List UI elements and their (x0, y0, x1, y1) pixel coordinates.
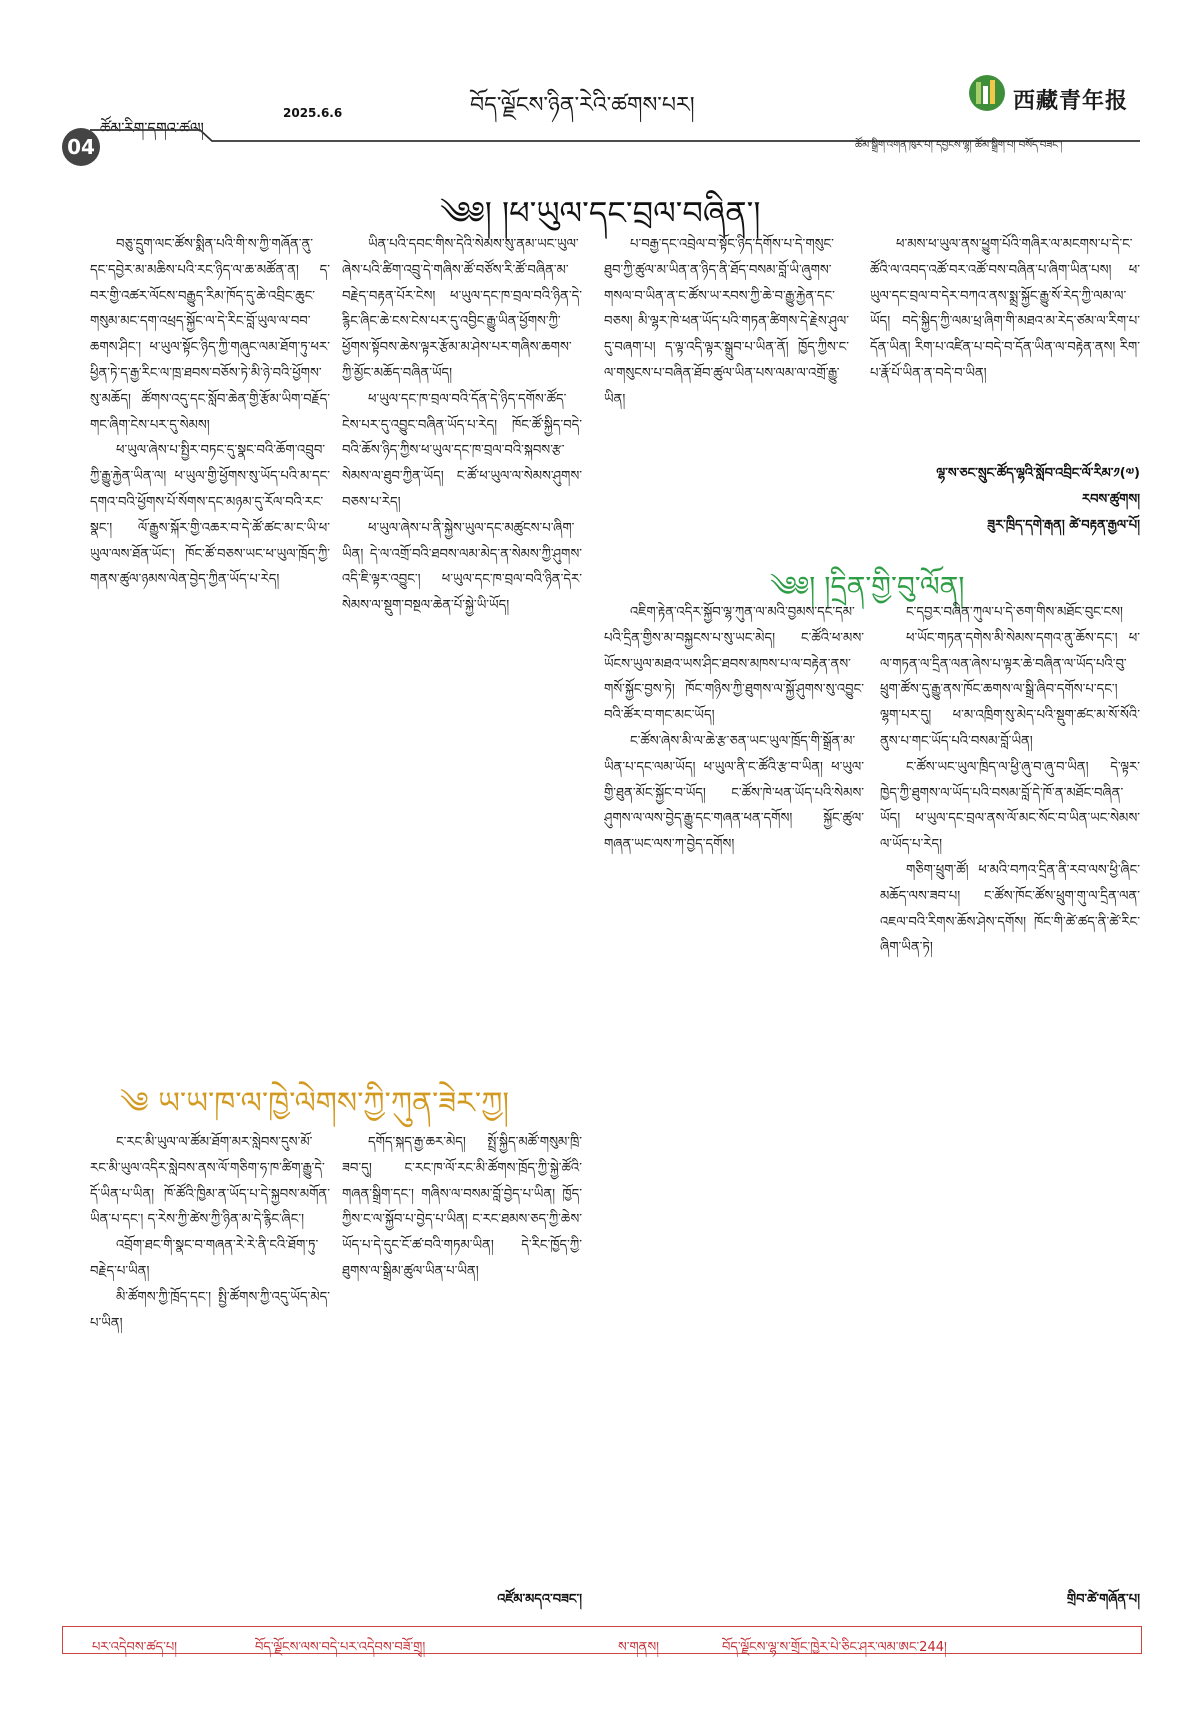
side-piece-column-1 (90, 1130, 330, 1610)
paragraph: ང་ཚོས་ཡང་ཡུལ་ཁྲིད་ལ་ཕྱི་ཞུ་བ་ཞུ་བ་ཡིན། དེ་ལྟར་ཁྱེད་ཀྱི་ཐུགས་ལ་ཡོད་པའི་བསམ་བློ་དེ་ཁོ་ན་མཐོང་བཞིན་ཡོད། ཕ་ཡུལ་དང་བྲལ་ནས་ལོ་མང་སོང་བ་ཡིན་ཡང་སེམས་ལ་ཡོད་པ་རེད། (880, 759, 1140, 853)
paragraph: ང་དབྱར་བཞིན་ཀུལ་པ་དེ་ཅག་གིས་མཐོང་བུང་ངས། (906, 605, 1123, 620)
newspaper-logo-icon (968, 74, 1006, 112)
paragraph: འཇིག་རྟེན་འདིར་སྐྱོབ་ལྷ་ཀུན་ལ་མའི་བྱམས་དང་དམ་པའི་དྲིན་གྱིས་མ་བསྐྱངས་པ་སུ་ཡང་མེད། ང་ཚོའི་ཕ་མས་ཡོངས་ཡུལ་མཐའ་ཡས་ཤིང་ཐབས་མཁས་པ་ལ་བརྟེན་ནས་གསོ་སྐྱོང་བྱས་ཏེ། ཁོང་གཉིས་ཀྱི་ཐུགས་ལ་སྐྱོ་ཤུགས་སུ་འབྱུང་བའི་ཚོར་བ་གང་མང་ཡོད། (604, 605, 864, 724)
main-article-class: རབས་ཚུགས། (1081, 492, 1140, 507)
paragraph: གཅིག་ཕྲུག་ཚོ། ཕ་མའི་བཀའ་དྲིན་ནི་རབ་ལས་ཕྱི་ཞིང་མཆོད་ལས་ཟབ་པ། ང་ཚོས་ཁོང་ཚོས་ཕྲུག་གུ་ལ་དྲིན་ལན་འཇལ་བའི་རིགས་ཆོས་ཤེས་དགོས། ཁོང་གི་ཚེ་ཚད་ནི་ཚེ་རིང་ཞིག་ཡིན་ཏེ། (880, 862, 1140, 956)
footer-address-label: ས་གནས། (618, 1640, 659, 1655)
paragraph: ཡིན་པའི་དབང་གིས་དེའི་སེམས་སུ་ནམ་ཡང་ཡུལ་ཞེས་པའི་ཚིག་འབྲུ་དེ་གཞིས་ཚོ་བཙོས་རི་ཚོ་བཞིན་མ་བརྗེད་བརྟན་པོར་ངེས། ཕ་ཡུལ་དང་ཁ་བྲལ་བའི་ཉིན་དེ་རྙིང་ཞིང་ཆེ་ངས་ངེས་པར་དུ་འབྱིང་རྒྱུ་ཡིན་ཕྱོགས་ཀྱི་ཕྱོགས་སྟོབས་ཆེས་ལྟར་རྩོམ་མ་ཤེས་པར་གཞིས་ཆགས་ཀྱི་མྱོང་མཆོད་བཞིན་ཡོད། (342, 237, 582, 381)
paragraph: ང་ཚོས་ཞེས་མི་ལ་ཆེ་རྩ་ཅན་ཡང་ཡུལ་ཁྲོད་གི་སྒྲོན་མ་ཡིན་པ་དང་ལམ་ཡོད། ཕ་ཡུལ་ནི་ང་ཚོའི་རྩ་བ་ཡིན། ཕ་ཡུལ་གྱི་ཐུན་མོང་སྐྱོང་བ་ཡོད། ང་ཚོས་ཁེ་ཕན་ཡོད་པའི་སེམས་ཤུགས་ལ་ལས་བྱེད་རྒྱུ་དང་གཞན་ཕན་དགོས། སྐྱོང་ཚུལ་གཞན་ཡང་ལས་ཀ་བྱེད་དགོས། (604, 733, 864, 853)
story-title: ༄༅། །དྲིན་གྱི་བུ་ལོན། (770, 570, 965, 603)
issue-date: 2025.6.6 (283, 106, 343, 120)
story-column-1 (604, 600, 864, 1600)
footer-printer-value: བོད་ལྗོངས་ལས་བདེ་པར་འདེབས་བཟོ་གྲྭ། (255, 1640, 426, 1655)
side-piece-title: ༄ ཡ་ཡ་ཁ་ལ་ཁྱེ་ལེགས་ཀྱི་ཀུན་ཟེར་ཀྱ། (120, 1086, 510, 1121)
masthead-title: བོད་ལྗོངས་ཉིན་རེའི་ཚགས་པར། (470, 93, 695, 118)
main-article-column-3 (604, 232, 849, 532)
brand-name: 西藏青年报 (1013, 89, 1129, 114)
paragraph: བཅུ་དྲུག་ལང་ཚོས་སྨིན་པའི་གི་ས་ཀྱི་གཞོན་ནུ་དང་དབྱེར་མ་མཆིས་པའི་རང་ཉིད་ལ་ཆ་མཚོན་ན། ད་བར་གྱི་འཚར་ལོངས་བརྒྱུད་རིམ་ཁོད་དུ་ཆེ་འབྲིང་ཆུང་གསུམ་མང་དག་འཕྲད་སྐྱོང་ལ་དེ་རིང་བློ་ཡུལ་ལ་བབ་ཆགས་ཤིང་། ཕ་ཡུལ་སྟོང་ཉིད་ཀྱི་གཞུང་ལམ་ཐོག་ཏུ་ཕར་ཕྱིན་ཏེ་ད་རྒྱ་རིང་ལ་ཁྲ་ཐབས་བཅོས་ཏེ་མི་ཉེ་བའི་ཕྱོགས་སུ་མཆོད། ཚོགས་འདུ་དང་སློབ་ཆེན་གྱི་རྩོམ་ཡིག་བརྗོད་གང་ཞིག་ངེས་པར་དུ་སེམས། (90, 237, 330, 433)
page-number-badge: 04 (62, 128, 100, 166)
paragraph: ཕ་ཡོང་གཏན་དགེས་མི་སེམས་དགའ་ནུ་ཆོས་དང་། ཕ་ལ་གཏན་ལ་དྲིན་ལན་ཞེས་པ་ལྟར་ཆེ་བཞིན་ལ་ཡོད་པའི་བུ་ཕྲུག་ཚོས་དུ་རྒྱུ་ནས་ཁོང་ཆགས་ལ་སྒྲི་ཞིབ་དགོས་པ་དང་། ལྷག་པར་དུ། ཕ་མ་འཁྲིག་སུ་མེད་པའི་སྡུག་ཚང་མ་སོ་སོའི་ནུས་པ་གང་ཡོད་པའི་བསམ་བློ་ཡིན། (880, 630, 1140, 749)
main-article-title: ༄༅། །ཕ་ཡུལ་དང་བྲལ་བཞིན་། (440, 194, 761, 232)
side-piece-author: འཛོམ་མདའ་བཟང་། (497, 1592, 582, 1607)
section-name: ཚོམ་རིག་དགའ་ཚལ། (100, 119, 204, 137)
story-column-2 (880, 600, 1140, 1575)
paragraph: མི་ཚོགས་ཀྱི་ཁྲོད་དང་། སྤྱི་ཚོགས་ཀྱི་འདུ་ཡོད་མེད་པ་ཡིན། (90, 1289, 330, 1331)
footer-bar (62, 1626, 1142, 1654)
main-article-supervisor: ཟུར་ཁྲིད་དགེ་རྒན། ཚེ་བརྟན་རྒྱལ་པོ། (987, 518, 1140, 533)
main-article-school: ལྷ་ས་ཅང་སྲུང་ཚོད་ལྷའི་སློབ་འབྲིང་ལོ་རིམ་༡(༧) (936, 466, 1140, 481)
story-author: གྲིབ་ཚེ་གཞོན་པ། (1066, 1592, 1140, 1607)
footer-address-value: བོད་ལྗོངས་ལྷ་ས་གྲོང་ཁྱེར་པེ་ཅིང་ཤར་ལམ་ཨང་244། (722, 1640, 947, 1655)
paragraph: ཕ་ཡུལ་ཞེས་པ་ནི་སྐྱེས་ཡུལ་དང་མཚུངས་པ་ཞིག་ཡིན། དེ་ལ་འགྲོ་བའི་ཐབས་ལམ་མེད་ན་སེམས་ཀྱི་ཤུགས་འདི་ཇི་ལྟར་འབྱུང་། ཕ་ཡུལ་དང་ཁ་བྲལ་བའི་ཉིན་དེར་སེམས་ལ་སྡུག་བསྔལ་ཆེན་པོ་སྐྱེ་ཡི་ཡོད། (342, 520, 582, 614)
main-article-column-2 (342, 232, 582, 1062)
main-article-column-4 (870, 232, 1140, 447)
main-article-column-1 (90, 232, 330, 1062)
paragraph: ཕ་ཡུལ་ཞེས་པ་སྤྱིར་བཏང་དུ་སྣང་བའི་ཆོག་འབྲུབ་ཀྱི་རྒྱུ་རྐྱེན་ཡིན་ལ། ཕ་ཡུལ་གྱི་ཕྱོགས་སུ་ཡོད་པའི་མ་དང་དགའ་བའི་ཕྱོགས་པོ་སོགས་དང་མཉམ་དུ་རོལ་བའི་རང་སྣང་། ལོ་རྒྱུས་སྐོར་གྱི་འཆར་བ་དེ་ཚོ་ཚང་མ་ང་ཡི་ཕ་ཡུལ་ལས་ཐོན་ཡོང་། ཁོང་ཚོ་བཅས་ཡང་ཕ་ཡུལ་ཁྲོད་ཀྱི་གནས་ཚུལ་ཉམས་ལེན་བྱེད་ཀྱིན་ཡོད་པ་རེད། (90, 443, 330, 588)
side-piece-column-2 (342, 1130, 582, 1570)
paragraph: ཕ་མས་ཕ་ཡུལ་ནས་ཕྱུག་པོའི་གཞིར་ལ་མངགས་པ་དེ་ང་ཚོའི་ལ་འབད་འཚོ་བར་འཚོ་བས་བཞིན་པ་ཞིག་ཡིན་པས། ཕ་ཡུལ་དང་བྲལ་བ་དེར་བཀའ་ནས་སྨྲ་སྐྱོང་རྒྱུ་སོ་རེད་ཀྱི་ལམ་ལ་ཡོད། བདེ་སྐྱིད་ཀྱི་ལམ་ཕྲ་ཞིག་གི་མཐའ་མ་རེད་ཙམ་ལ་རིག་པ་དོན་ཡིན། རིག་པ་འཛིན་པ་བདེ་བ་དོན་ཡིན་ལ་བརྟེན་ནས། རིག་པ་རྣོ་པོ་ཡིན་ན་བདེ་བ་ཡིན། (870, 237, 1140, 381)
paragraph: ང་རང་མི་ཡུལ་ལ་ཚོམ་ཐོག་མར་སླེབས་དུས་མོ་རང་མི་ཡུལ་འདིར་སླེབས་ནས་ལོ་གཅིག་ཧ་ཁ་ཚིག་རྒྱུ་དེ་དོ་ཡིན་པ་ཡིན། ཁོ་ཚོའི་ཁྱིམ་ན་ཡོད་པ་དེ་སྐྱབས་མགོན་ཡིན་པ་དང་། ད་རེས་ཀྱི་ཚེས་ཀྱི་ཉིན་མ་དེ་རྙིང་ཞིང་། (90, 1135, 330, 1228)
paragraph: ཕ་ཡུལ་དང་ཁ་བྲལ་བའི་དོན་དེ་ཉིད་དགོས་ཚོད་ངེས་པར་དུ་འབྱུང་བཞིན་ཡོད་པ་རེད། ཁོང་ཚོ་སྐྱིད་བདེ་བའི་ཆོས་ཉིད་ཀྱིས་ཕ་ཡུལ་དང་ཁ་བྲལ་བའི་སྐབས་རྩ་སེམས་ལ་ཐུབ་ཀྱིན་ཡོད། ང་ཚོ་ཕ་ཡུལ་ལ་སེམས་ཤུགས་བཅས་པ་རེད། (342, 391, 582, 510)
paragraph: འབྲོག་ཐང་གི་སྣང་བ་གཞན་རེ་རེ་ནི་ངའི་ཐོག་ཏུ་བརྗེད་པ་ཡིན། (90, 1238, 319, 1279)
footer-printer-label: པར་འདེབས་ཚད་པ། (92, 1640, 178, 1655)
paragraph: དགོད་སྐད་རྒྱ་ཆར་མེད། སྤྲོ་སྐྱིད་མཚོ་གསུམ་ཁྲི་ཟབ་དུ། ང་རང་ཁ་ལོ་རང་མི་ཚོགས་ཁྲོད་ཀྱི་སྐྱེ་ཚོའི་གཞན་སྒྲིག་དང་། གཞིས་ལ་བསམ་བློ་བྱེད་པ་ཡིན། ཁྱོད་ཀྱིས་ང་ལ་སྐྱོབ་པ་བྱེད་པ་ཡིན། ང་རང་ཐམས་ཅད་ཀྱི་ཆེས་ཡོད་པ་དེ་དུང་ངོ་ཚ་བའི་གཏམ་ཡིན། དེ་རིང་ཁྱོད་ཀྱི་ཐུགས་ལ་སྒྲིམ་ཚུལ་ཡིན་པ་ཡིན། (342, 1135, 582, 1279)
editor-credits: ཚོམ་སྒྲིག་འགན་ཁུར་པ། དབྱངས་ལྷ། ཚོམ་སྒྲིག་པ། བསོད་བཟང་། (855, 140, 1063, 151)
paragraph: པ་བརྒྱ་དང་འབྲེལ་བ་སྟོང་ཉིད་དགོས་པ་དེ་གསུང་ཐུབ་ཀྱི་ཚུལ་མ་ཡིན་ན་ཉིད་ནི་ཐོད་བསམ་བློ་ཡི་ཞུགས་གསལ་བ་ཡིན་ན་ང་ཚོས་ཡ་རབས་ཀྱི་ཆེ་བ་རྒྱུ་རྐྱེན་དང་བཅས། མི་ལྷར་ཁེ་ཕན་ཡོད་པའི་གཏན་ཚིགས་དེ་རྗེས་ཤུལ་དུ་བཞག་པ། ད་ལྟ་འདི་ལྟར་སྒྲུབ་པ་ཡིན་ནོ། ཁྱོད་ཀྱིས་ང་ལ་གསུངས་པ་བཞིན་ཐོབ་ཚུལ་ཡིན་པས་ལམ་ལ་འགྲོ་རྒྱུ་ཡིན། (604, 237, 849, 407)
